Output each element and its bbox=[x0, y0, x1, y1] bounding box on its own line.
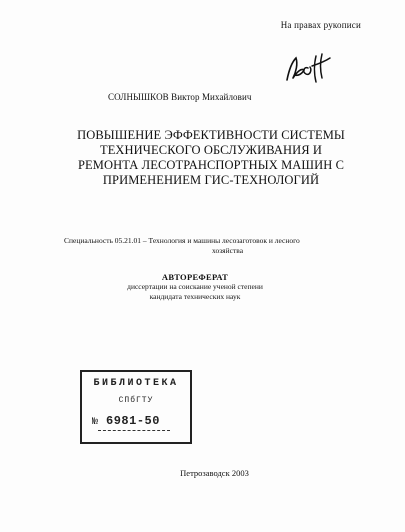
title-line: РЕМОНТА ЛЕСОТРАНСПОРТНЫХ МАШИН С bbox=[77, 158, 345, 172]
specialty-line-continued: хозяйства bbox=[212, 246, 244, 255]
abstract-heading: АВТОРЕФЕРАТ bbox=[161, 272, 229, 282]
title-line: ТЕХНИЧЕСКОГО ОБСЛУЖИВАНИЯ И bbox=[99, 143, 323, 157]
stamp-inventory-prefix: № bbox=[92, 417, 100, 428]
stamp-university-label: СПбГТУ bbox=[118, 396, 154, 405]
abstract-line: кандидата технических наук bbox=[149, 292, 241, 301]
stamp-inventory bbox=[92, 414, 160, 428]
manuscript-note: На правах рукописи bbox=[280, 20, 361, 30]
handwritten-signature bbox=[284, 50, 334, 86]
abstract-line: диссертации на соискание ученой степени bbox=[127, 282, 263, 291]
stamp-inventory-number: 6981-50 bbox=[106, 414, 160, 428]
specialty-block bbox=[64, 236, 354, 256]
dissertation-title bbox=[56, 128, 366, 188]
library-stamp bbox=[80, 370, 192, 444]
title-line: ПРИМЕНЕНИЕМ ГИС-ТЕХНОЛОГИЙ bbox=[102, 173, 320, 187]
author-name: СОЛНЫШКОВ Виктор Михайлович bbox=[108, 92, 252, 102]
abstract-block bbox=[80, 272, 310, 302]
stamp-underline bbox=[98, 430, 170, 431]
specialty-line: Специальность 05.21.01 – Технология и машины лесозаготовок и лесного bbox=[64, 236, 300, 245]
title-line: ПОВЫШЕНИЕ ЭФФЕКТИВНОСТИ СИСТЕМЫ bbox=[77, 128, 345, 142]
place-year: Петрозаводск 2003 bbox=[180, 468, 249, 478]
stamp-library-label: БИБЛИОТЕКА bbox=[93, 378, 179, 389]
footer bbox=[0, 468, 405, 478]
